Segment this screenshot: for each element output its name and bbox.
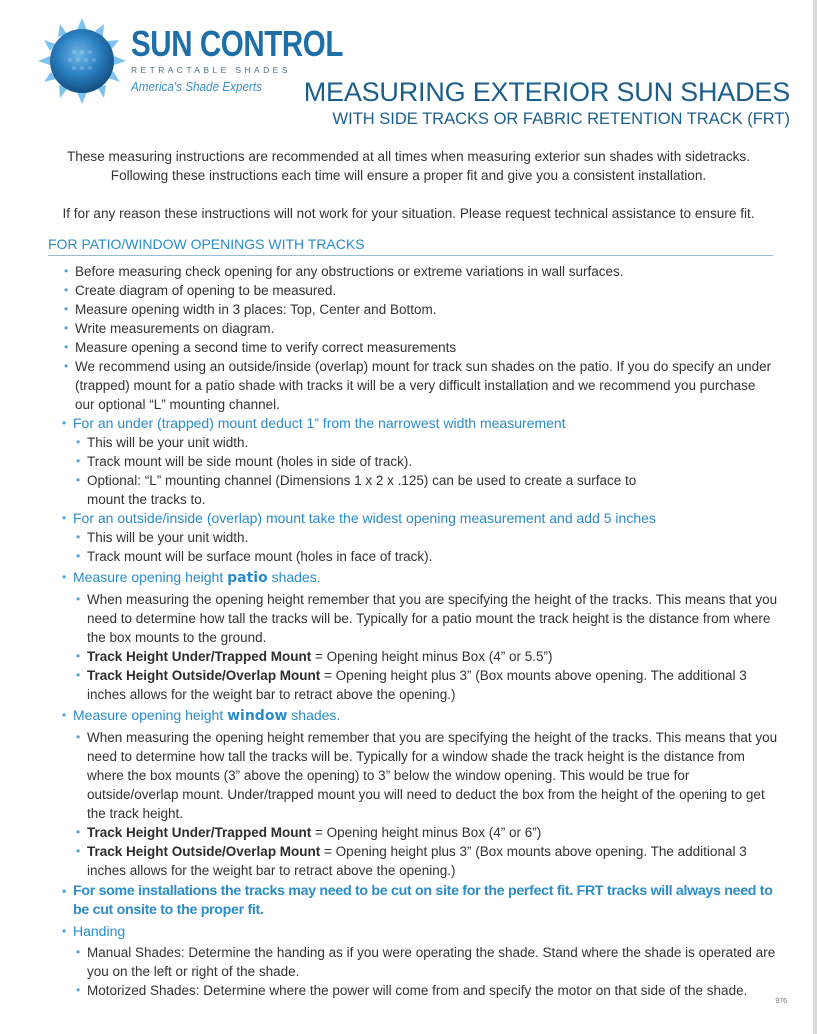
list-item: • We recommend using an outside/inside (overlap) mount for track sun shades on the patio. If you do specify an under (trapped) mount for a patio shade with tracks it will be a very difficult installation and we recommend you purchase our optional “L” mounting channel. (63, 357, 778, 414)
list-item-continuation: mount the tracks to. (87, 492, 206, 507)
brand-subtitle: RETRACTABLE SHADES (131, 65, 291, 75)
page-number: 976 (775, 998, 787, 1005)
heading-emphasis: window (227, 708, 288, 724)
item-label: Track Height Outside/Overlap Mount (87, 668, 321, 683)
list-item: • Motorized Shades: Determine where the power will come from and specify the motor on that side of the shade. (75, 981, 778, 1000)
handing-heading: • Handing (61, 922, 778, 941)
list-item: • Measure opening a second time to verify correct measurements (63, 338, 778, 357)
list-item (75, 647, 778, 666)
item-text: = Opening height plus 3” (Box mounts above opening. The additional 3 inches allows for the weight bar to retract above the opening.) (87, 668, 747, 702)
intro-line-1: These measuring instructions are recommended at all times when measuring exterior sun shades with sidetracks. (66, 149, 751, 164)
heading-text: shades. (287, 707, 341, 723)
heading-text: Measure opening height (73, 569, 228, 585)
window-height-heading (61, 706, 778, 726)
item-label: Track Height Under/Trapped Mount (87, 649, 312, 664)
outside-mount-heading: • For an outside/inside (overlap) mount take the widest opening measurement and add 5 inches (61, 509, 778, 528)
heading-text: Measure opening height (73, 707, 228, 723)
list-item: • When measuring the opening height remember that you are specifying the height of the tracks. This means that you need to determine how tall the tracks will be. Typically for a window shade the track height is the distance from where the box mounts (3” above the opening) to 3” below the window opening. This would be true for outside/overlap mount. Under/trapped mount you will need to deduct the box from the height of the opening to get the track height. (75, 728, 778, 823)
section-heading: FOR PATIO/WINDOW OPENINGS WITH TRACKS (48, 236, 773, 256)
list-item: • Optional: “L” mounting channel (Dimensions 1 x 2 x .125) can be used to create a surface to (75, 471, 778, 490)
list-item: • When measuring the opening height remember that you are specifying the height of the tracks. This means that you need to determine how tall the tracks will be. Typically for a patio mount the track height is the distance from where the box mounts to the ground. (75, 590, 778, 647)
under-mount-heading: • For an under (trapped) mount deduct 1” from the narrowest width measurement (61, 414, 778, 433)
item-text: = Opening height minus Box (4” or 6”) (311, 825, 542, 840)
instructions-list (63, 262, 778, 1000)
item-text: = Opening height plus 3” (Box mounts above opening. The additional 3 inches allows for the weight bar to retract above the opening.) (87, 844, 747, 878)
list-item: • This will be your unit width. (75, 433, 778, 452)
list-item (75, 823, 778, 842)
list-item (75, 842, 778, 880)
page-title: MEASURING EXTERIOR SUN SHADES (303, 77, 790, 107)
brand-tagline: America's Shade Experts (131, 79, 262, 94)
patio-height-heading (61, 568, 778, 588)
intro-line-2: Following these instructions each time will ensure a proper fit and give you a consistent installation. (110, 168, 707, 183)
list-item: • Before measuring check opening for any obstructions or extreme variations in wall surfaces. (63, 262, 778, 281)
list-item: • Write measurements on diagram. (63, 319, 778, 338)
sun-logo-icon (34, 16, 130, 106)
cut-note: • For some installations the tracks may need to be cut on site for the perfect fit. FRT tracks will always need to be cut onsite to the proper fit. (61, 882, 778, 920)
list-item: • Measure opening width in 3 places: Top, Center and Bottom. (63, 300, 778, 319)
list-item: • Track mount will be surface mount (holes in face of track). (75, 547, 778, 566)
heading-emphasis: patio (227, 570, 268, 586)
brand-logo (34, 16, 343, 106)
list-item (75, 666, 778, 704)
item-label: Track Height Outside/Overlap Mount (87, 844, 321, 859)
item-text: = Opening height minus Box (4” or 5.5”) (311, 649, 553, 664)
item-label: Track Height Under/Trapped Mount (87, 825, 312, 840)
list-item: • This will be your unit width. (75, 528, 778, 547)
intro-line-3: If for any reason these instructions will not work for your situation. Please request technical assistance to ensure fit. (62, 206, 755, 221)
list-item: • Manual Shades: Determine the handing as if you were operating the shade. Stand where the shade is operated are you on the left or right of the shade. (75, 943, 778, 981)
brand-name: SUN CONTROL (131, 23, 343, 64)
list-item: • Create diagram of opening to be measured. (63, 281, 778, 300)
page-subtitle: WITH SIDE TRACKS OR FABRIC RETENTION TRACK (FRT) (332, 110, 790, 128)
heading-text: shades. (267, 569, 321, 585)
list-item: • Track mount will be side mount (holes in side of track). (75, 452, 778, 471)
